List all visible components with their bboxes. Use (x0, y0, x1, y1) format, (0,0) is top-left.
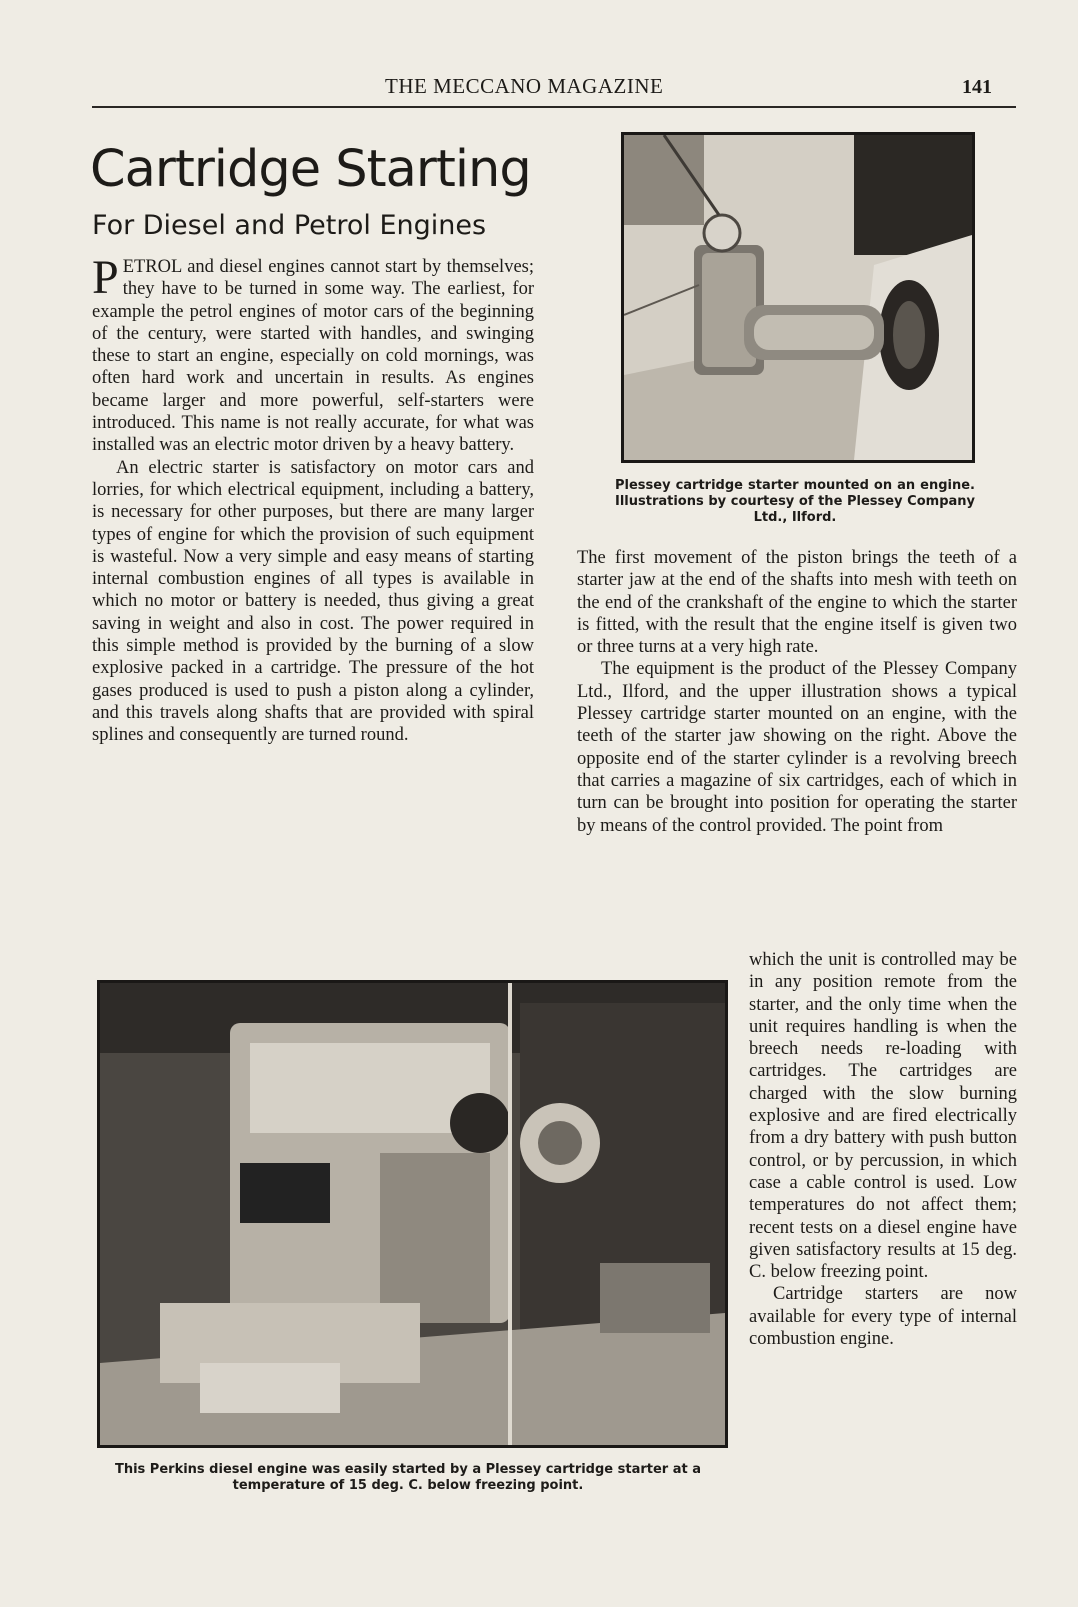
magazine-title: THE MECCANO MAGAZINE (385, 74, 664, 98)
article-subtitle: For Diesel and Petrol Engines (92, 210, 487, 241)
engine-photo (97, 980, 728, 1448)
body-paragraph: which the unit is controlled may be in any position remote from the starter, and the only time when the unit requires handling is when the breech needs re-loading with cartridges. The cartridges are charged with the slow burning explosive and are fired electrically from a dry battery with push button control, or by percussion, in which case a cable control is used. Low temperatures do not affect them; recent tests on a diesel engine have given satisfactory results at 15 deg. C. below freezing point. (749, 950, 1017, 1283)
engine-photo-caption: This Perkins diesel engine was easily started by a Plessey cartridge starter at a temperature of 15 deg. C. below freezing point. (114, 1462, 702, 1493)
body-paragraph: Cartridge starters are now available for every type of internal combustion engine. (749, 1284, 1017, 1350)
article-title: Cartridge Starting (90, 140, 531, 199)
body-paragraph: The first movement of the piston brings the teeth of a starter jaw at the end of the shafts into mesh with teeth on the end of the crankshaft of the engine to which the starter is fitted, with the result that the engine itself is given two or three turns at a very high rate. (577, 548, 1017, 658)
body-paragraph: The equipment is the product of the Plessey Company Ltd., Ilford, and the upper illustration shows a typical Plessey cartridge starter mounted on an engine, with the teeth of the starter jaw showing on the right. Above the opposite end of the starter cylinder is a revolving breech that carries a magazine of six cartridges, each of which in turn can be brought into position for operating the starter by means of the control provided. The point from (577, 659, 1017, 836)
drop-cap: P (92, 251, 119, 304)
engine-photo-image (100, 983, 725, 1445)
starter-photo-caption: Plessey cartridge starter mounted on an engine. Illustrations by courtesy of the Plessey Company Ltd., Ilford. (615, 478, 975, 525)
starter-photo-image (624, 135, 972, 460)
starter-photo (621, 132, 975, 463)
page-number: 141 (962, 76, 992, 98)
intro-paragraph-text: ETROL and diesel engines cannot start by themselves; they have to be turned in some way. The earliest, for example the petrol engines of motor cars of the beginning of the century, were started with handles, and swinging these to start an engine, especially on cold mornings, was often hard work and uncertain in results. As engines became larger and more powerful, self-starters were introduced. This name is not really accurate, for what was installed was an electric motor driven by a heavy battery. (92, 257, 534, 456)
header-rule (92, 106, 1016, 108)
narrow-column (749, 949, 1017, 1350)
right-column (577, 547, 1017, 837)
body-paragraph: An electric starter is satisfactory on motor cars and lorries, for which electrical equipment, including a battery, is necessary for other purposes, but there are many larger types of engine for which the provision of such equipment is wasteful. Now a very simple and easy means of starting internal combustion engines of all types is available in which no motor or battery is needed, thus giving a great saving in weight and also in cost. The power required in this simple method is provided by the burning of a slow explosive packed in a cartridge. The pressure of the hot gases produced is used to push a piston along a cylinder, and this travels along shafts that are provided with spiral splines and consequently are turned round. (92, 457, 534, 746)
left-column (92, 251, 534, 747)
intro-paragraph (92, 251, 534, 457)
